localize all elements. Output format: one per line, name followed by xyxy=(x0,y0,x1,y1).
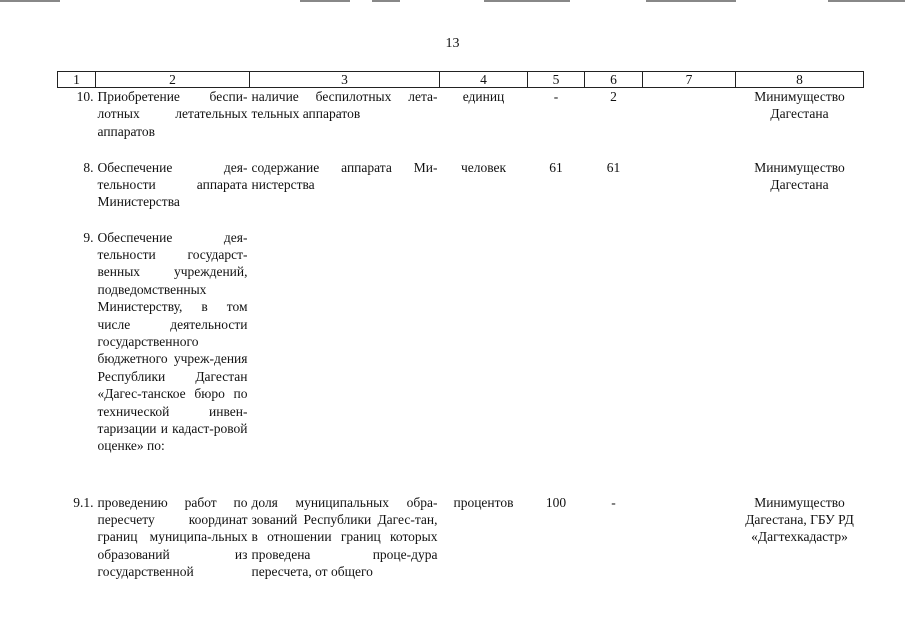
column-header: 4 xyxy=(440,72,528,88)
column-header: 6 xyxy=(585,72,643,88)
value-cell xyxy=(585,229,643,494)
row-number: 9. xyxy=(83,229,94,245)
value-cell: 100 xyxy=(545,494,567,510)
scan-mark xyxy=(646,0,736,2)
table-row xyxy=(58,494,864,581)
column-header: 8 xyxy=(736,72,864,88)
scan-mark xyxy=(0,0,60,2)
value-cell: 61 xyxy=(606,159,621,175)
value-cell: - xyxy=(553,89,559,104)
unit-cell xyxy=(440,229,528,494)
column-header: 7 xyxy=(643,72,736,88)
table-row xyxy=(58,229,864,494)
indicator-cell: наличие беспилотных лета-тельных аппаратов xyxy=(251,89,438,122)
scan-mark xyxy=(828,0,905,2)
program-table xyxy=(57,71,864,581)
indicator-cell: доля муниципальных обра-зований Республики Дагес-тан, в отношении границ которых проведена проце-дура пересчета, от общего xyxy=(251,494,438,580)
row-number: 8. xyxy=(83,159,94,175)
row-number: 9.1. xyxy=(73,494,94,510)
column-header: 3 xyxy=(250,72,440,88)
value-cell xyxy=(643,159,736,229)
table-row xyxy=(58,159,864,229)
activity-cell: Обеспечение дея-тельности государст-венных учреждений, подведомственных Министерству, в том числе деятельности государственного бюджетного учреж-дения Республики Дагестан «Дагес-танское бюро по технической инвен-таризации и кадаст-ровой оценке» по: xyxy=(97,229,248,454)
value-cell: - xyxy=(611,494,616,510)
value-cell: 61 xyxy=(549,159,563,175)
column-number-header xyxy=(58,72,864,88)
activity-cell: Обеспечение дея-тельности аппарата Министерства xyxy=(97,159,248,210)
value-cell xyxy=(643,88,736,159)
activity-cell: проведению работ по пересчету координат границ муниципа-льных образований из государственной xyxy=(97,494,248,580)
column-header: 2 xyxy=(96,72,250,88)
indicator-cell: содержание аппарата Ми-нистерства xyxy=(251,159,438,192)
activity-cell: Приобретение беспи-лотных летательных аппаратов xyxy=(97,89,248,139)
value-cell xyxy=(643,229,736,494)
value-cell xyxy=(528,229,585,494)
executor-cell: Минимущество Дагестана xyxy=(754,159,845,192)
column-header: 5 xyxy=(528,72,585,88)
unit-cell: единиц xyxy=(462,89,505,104)
executor-cell: Минимущество Дагестана, ГБУ РД «Дагтехкадастр» xyxy=(745,494,854,545)
value-cell: 2 xyxy=(610,89,617,104)
scan-mark xyxy=(484,0,570,2)
scan-mark xyxy=(300,0,350,2)
value-cell xyxy=(643,494,736,581)
table-row xyxy=(58,88,864,159)
executor-cell: Минимущество Дагестана xyxy=(754,89,845,122)
column-header: 1 xyxy=(58,72,96,88)
unit-cell: человек xyxy=(460,159,507,175)
scan-mark xyxy=(372,0,400,2)
executor-cell xyxy=(736,229,864,494)
row-number: 10. xyxy=(76,89,94,104)
page-number: 13 xyxy=(445,36,460,51)
unit-cell: процентов xyxy=(453,494,514,510)
indicator-cell xyxy=(250,229,440,494)
